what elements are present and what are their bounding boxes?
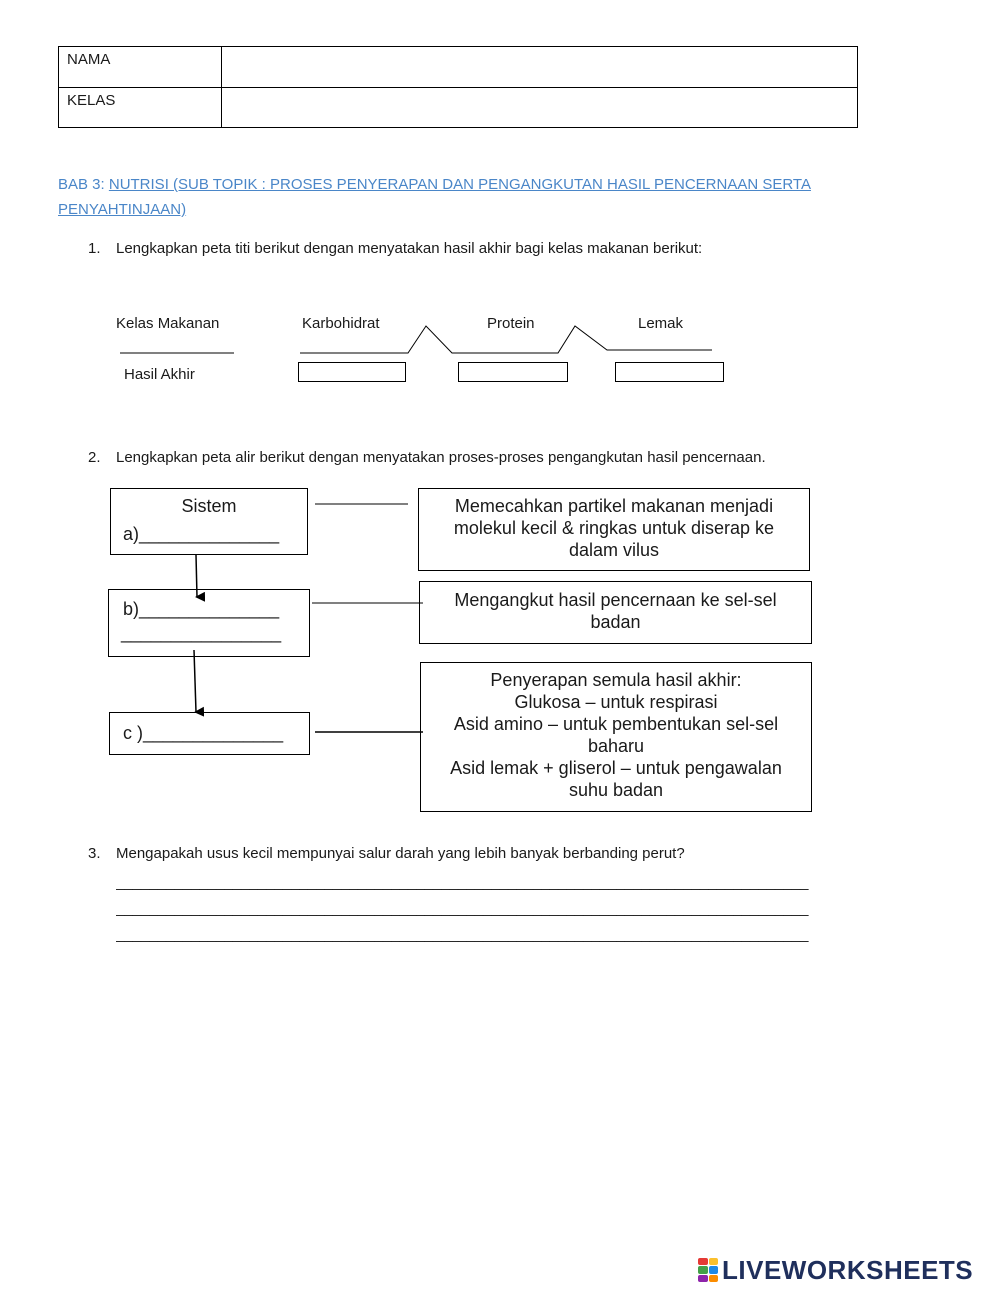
flow-box-a-label[interactable]: a)______________ [123, 524, 280, 544]
logo-block-2 [709, 1258, 719, 1265]
flow-desc-2-line2: badan [590, 612, 641, 632]
q1-row-label-top: Kelas Makanan [116, 315, 220, 332]
q1-text: Lengkapkan peta titi berikut dengan menyatakan hasil akhir bagi kelas makanan berikut: [116, 240, 703, 257]
q2-text: Lengkapkan peta alir berikut dengan menyatakan proses-proses pengangkutan hasil pencernaan. [116, 449, 766, 466]
logo-block-4 [709, 1266, 719, 1273]
chapter-title-line1: NUTRISI (SUB TOPIK : PROSES PENYERAPAN DAN PENGANGKUTAN HASIL PENCERNAAN SERTA [108, 176, 811, 193]
flow-box-a-title: Sistem [181, 496, 237, 516]
q3-answer-line-1[interactable]: ___________________________________________________________________________________ [116, 874, 809, 891]
liveworksheets-logo-icon [698, 1258, 718, 1282]
flow-desc-3-line3: Asid amino – untuk pembentukan sel-sel [453, 714, 779, 734]
flow-desc-3-line1: Penyerapan semula hasil akhir: [490, 670, 742, 690]
arrow-a-to-b [196, 555, 197, 597]
flow-desc-3-line6: suhu badan [568, 780, 664, 800]
flow-desc-2-line1: Mengangkut hasil pencernaan ke sel-sel [454, 590, 777, 610]
flow-desc-1-line2: molekul kecil & ringkas untuk diserap ke [453, 518, 775, 538]
name-label: NAMA [67, 51, 111, 68]
q1-class-lemak: Lemak [638, 315, 684, 332]
logo-block-1 [698, 1258, 708, 1265]
liveworksheets-logo-text: LIVEWORKSHEETS [722, 1254, 974, 1285]
logo-block-6 [709, 1275, 719, 1282]
flow-desc-1-line3: dalam vilus [568, 540, 660, 560]
q3-answer-line-2[interactable]: ___________________________________________________________________________________ [116, 900, 809, 917]
q1-class-protein: Protein [487, 315, 535, 332]
flow-box-b-line2[interactable]: ________________ [121, 623, 282, 643]
q3-number: 3. [88, 845, 101, 862]
logo-block-3 [698, 1266, 708, 1273]
q1-class-karbohidrat: Karbohidrat [302, 315, 380, 332]
q2-number: 2. [88, 449, 101, 466]
flow-desc-3-line5: Asid lemak + gliserol – untuk pengawalan [450, 758, 782, 778]
flow-box-b-line1[interactable]: b)______________ [123, 599, 280, 619]
flow-desc-3-line4: baharu [587, 736, 645, 756]
q3-text: Mengapakah usus kecil mempunyai salur darah yang lebih banyak berbanding perut? [116, 845, 685, 862]
flow-desc-3-line2: Glukosa – untuk respirasi [514, 692, 718, 712]
arrow-b-to-c [194, 650, 196, 712]
chapter-prefix: BAB 3: [58, 176, 109, 193]
q1-number: 1. [88, 240, 101, 257]
liveworksheets-logo [698, 1256, 973, 1284]
q1-row-label-bottom: Hasil Akhir [124, 366, 195, 383]
logo-block-5 [698, 1275, 708, 1282]
q3-answer-line-3[interactable]: ___________________________________________________________________________________ [116, 926, 809, 943]
class-label: KELAS [67, 92, 116, 109]
flow-desc-1-line1: Memecahkan partikel makanan menjadi [454, 496, 774, 516]
flow-box-c-label[interactable]: c )______________ [123, 723, 284, 743]
chapter-title-line2: PENYAHTINJAAN) [58, 201, 187, 218]
q3-answer-lines[interactable] [116, 870, 832, 948]
